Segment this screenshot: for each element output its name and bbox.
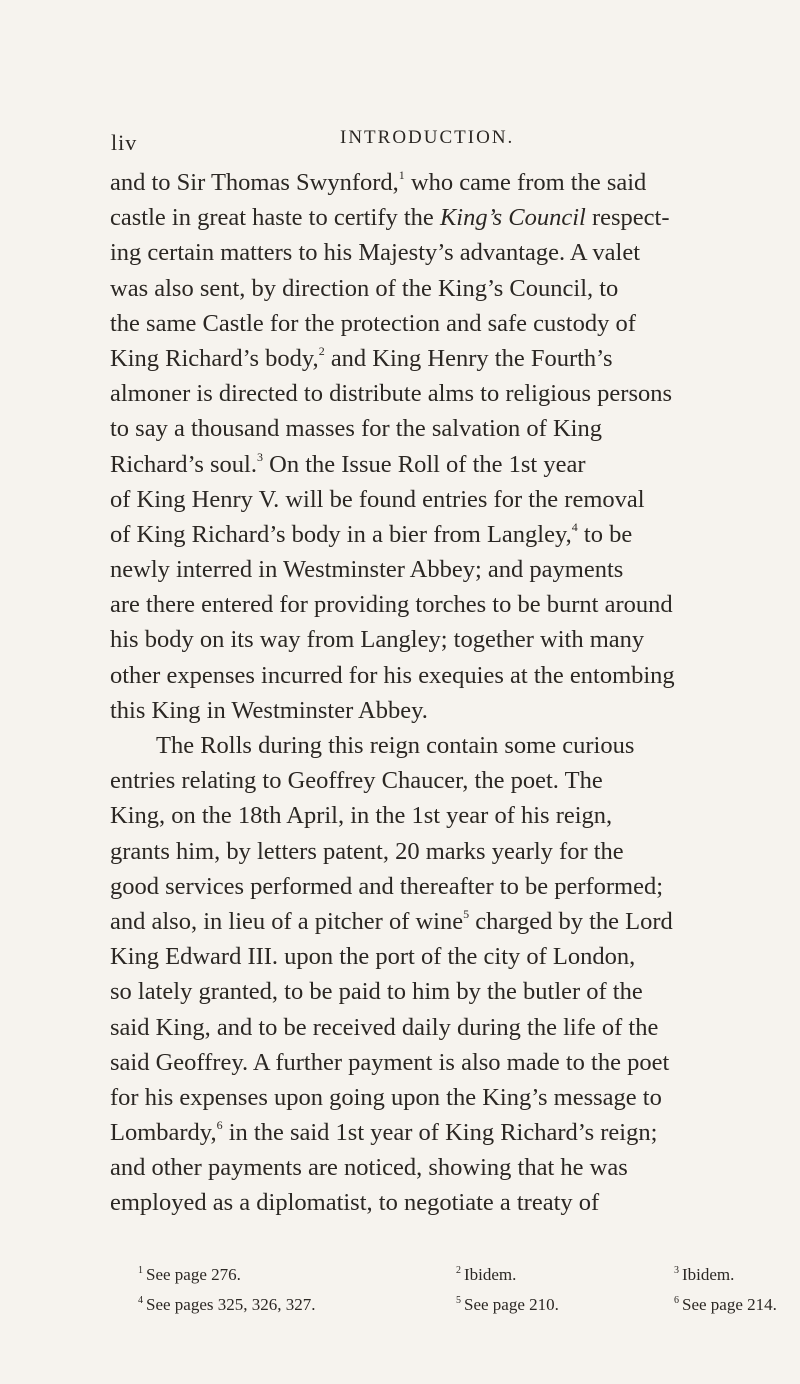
text-run: ing certain matters to his Majesty’s advantage. A valet — [110, 239, 641, 267]
text-run: On the Issue Roll of the 1st year — [263, 450, 586, 478]
text-run: said King, and to be received daily during the life of the — [110, 1013, 659, 1041]
text-run: and King Henry the Fourth’s — [324, 344, 613, 372]
text-line — [110, 1045, 794, 1080]
text-line — [110, 200, 794, 235]
text-run: are there entered for providing torches to be burnt around — [110, 591, 673, 619]
text-line — [110, 235, 794, 270]
text-line — [110, 1115, 794, 1150]
text-run: respect- — [585, 204, 670, 232]
text-run: of King Henry V. will be found entries for the removal — [110, 485, 645, 513]
text-line — [110, 904, 794, 939]
text-line — [110, 622, 794, 657]
footnote-row — [138, 1260, 798, 1290]
text-run: this King in Westminster Abbey. — [110, 696, 428, 724]
footnote-marker: 4 — [571, 519, 578, 534]
footnote-text: See page 210. — [464, 1295, 559, 1314]
footnote — [138, 1290, 456, 1320]
text-run: said Geoffrey. A further payment is also made to the poet — [110, 1048, 670, 1076]
text-line — [110, 869, 794, 904]
text-run: his body on its way from Langley; together with many — [110, 626, 645, 654]
footnote-text: Ibidem. — [682, 1265, 735, 1284]
text-line — [110, 552, 794, 587]
text-line — [110, 411, 794, 446]
footnote-text: Ibidem. — [464, 1265, 517, 1284]
text-line — [110, 693, 794, 728]
footnote-text: See page 214. — [682, 1295, 777, 1314]
text-run: newly interred in Westminster Abbey; and payments — [110, 556, 624, 584]
text-run: was also sent, by direction of the King’s Council, to — [110, 274, 619, 302]
footnote-number: 3 — [674, 1265, 679, 1276]
text-run: for his expenses upon going upon the King’s message to — [110, 1083, 662, 1111]
body-text — [110, 165, 794, 1221]
footnote-row — [138, 1290, 798, 1320]
text-run: King Richard’s body, — [110, 344, 319, 372]
text-run: who came from the said — [404, 169, 647, 196]
footnote — [138, 1260, 456, 1290]
footnote — [674, 1290, 777, 1320]
text-line — [110, 376, 794, 411]
text-run: and also, in lieu of a pitcher of wine — [110, 907, 464, 935]
text-line — [110, 306, 794, 341]
footnote-text: See page 276. — [146, 1265, 241, 1284]
text-line — [110, 517, 794, 552]
footnote-number: 5 — [456, 1295, 461, 1306]
footnote-text: See pages 325, 326, 327. — [146, 1295, 316, 1314]
text-line — [110, 1185, 794, 1220]
text-line — [110, 482, 794, 517]
text-run: and to Sir Thomas Swynford, — [110, 169, 399, 196]
text-line — [110, 1010, 794, 1045]
footnote-marker: 5 — [463, 906, 470, 921]
footnote-marker: 1 — [398, 168, 405, 182]
footnote — [456, 1260, 674, 1290]
footnotes — [138, 1260, 798, 1320]
text-run: Lombardy, — [110, 1119, 217, 1147]
text-run: King, on the 18th April, in the 1st year of his reign, — [110, 802, 613, 830]
text-line — [110, 658, 794, 693]
text-run: other expenses incurred for his exequies at the entombing — [110, 661, 675, 689]
text-run: almoner is directed to distribute alms to religious persons — [110, 380, 673, 408]
footnote-marker: 6 — [216, 1118, 223, 1133]
text-run: and other payments are noticed, showing that he was — [110, 1154, 628, 1182]
running-head: INTRODUCTION. — [340, 127, 515, 148]
footnote-marker: 2 — [318, 343, 325, 358]
text-line — [110, 271, 794, 306]
text-line — [110, 728, 794, 763]
text-run: the same Castle for the protection and safe custody of — [110, 309, 636, 337]
text-run: employed as a diplomatist, to negotiate a treaty of — [110, 1189, 600, 1217]
text-run: King Edward III. upon the port of the city of London, — [110, 943, 636, 971]
text-line — [110, 587, 794, 622]
text-run: to be — [577, 520, 633, 548]
footnote-number: 6 — [674, 1295, 679, 1306]
text-run: good services performed and thereafter to be performed; — [110, 872, 664, 900]
text-line — [110, 834, 794, 869]
text-run: so lately granted, to be paid to him by the butler of the — [110, 978, 643, 1006]
text-line — [110, 1150, 794, 1185]
text-line — [110, 798, 794, 833]
text-line — [110, 939, 794, 974]
text-run: charged by the Lord — [469, 907, 673, 935]
page-number: liv — [111, 130, 138, 155]
footnote-number: 2 — [456, 1265, 461, 1276]
text-line — [110, 974, 794, 1009]
text-line — [110, 1080, 794, 1115]
footnote — [674, 1260, 734, 1290]
footnote-number: 1 — [138, 1265, 143, 1276]
text-run: grants him, by letters patent, 20 marks yearly for the — [110, 837, 624, 865]
text-run: in the said 1st year of King Richard’s reign; — [222, 1119, 658, 1147]
footnote-number: 4 — [138, 1295, 143, 1306]
text-line — [110, 763, 794, 798]
text-run: The Rolls during this reign contain some curious — [156, 732, 635, 759]
text-run: of King Richard’s body in a bier from Langley, — [110, 520, 572, 548]
footnote — [456, 1290, 674, 1320]
text-line — [110, 165, 794, 200]
text-run: castle in great haste to certify the — [110, 204, 440, 232]
text-line — [110, 447, 794, 482]
text-run: Richard’s soul. — [110, 450, 257, 478]
footnote-marker: 3 — [257, 449, 263, 464]
text-line — [110, 341, 794, 376]
text-run: to say a thousand masses for the salvation of King — [110, 415, 602, 443]
text-run: entries relating to Geoffrey Chaucer, the poet. The — [110, 767, 603, 795]
text-run: King’s Council — [439, 204, 586, 232]
